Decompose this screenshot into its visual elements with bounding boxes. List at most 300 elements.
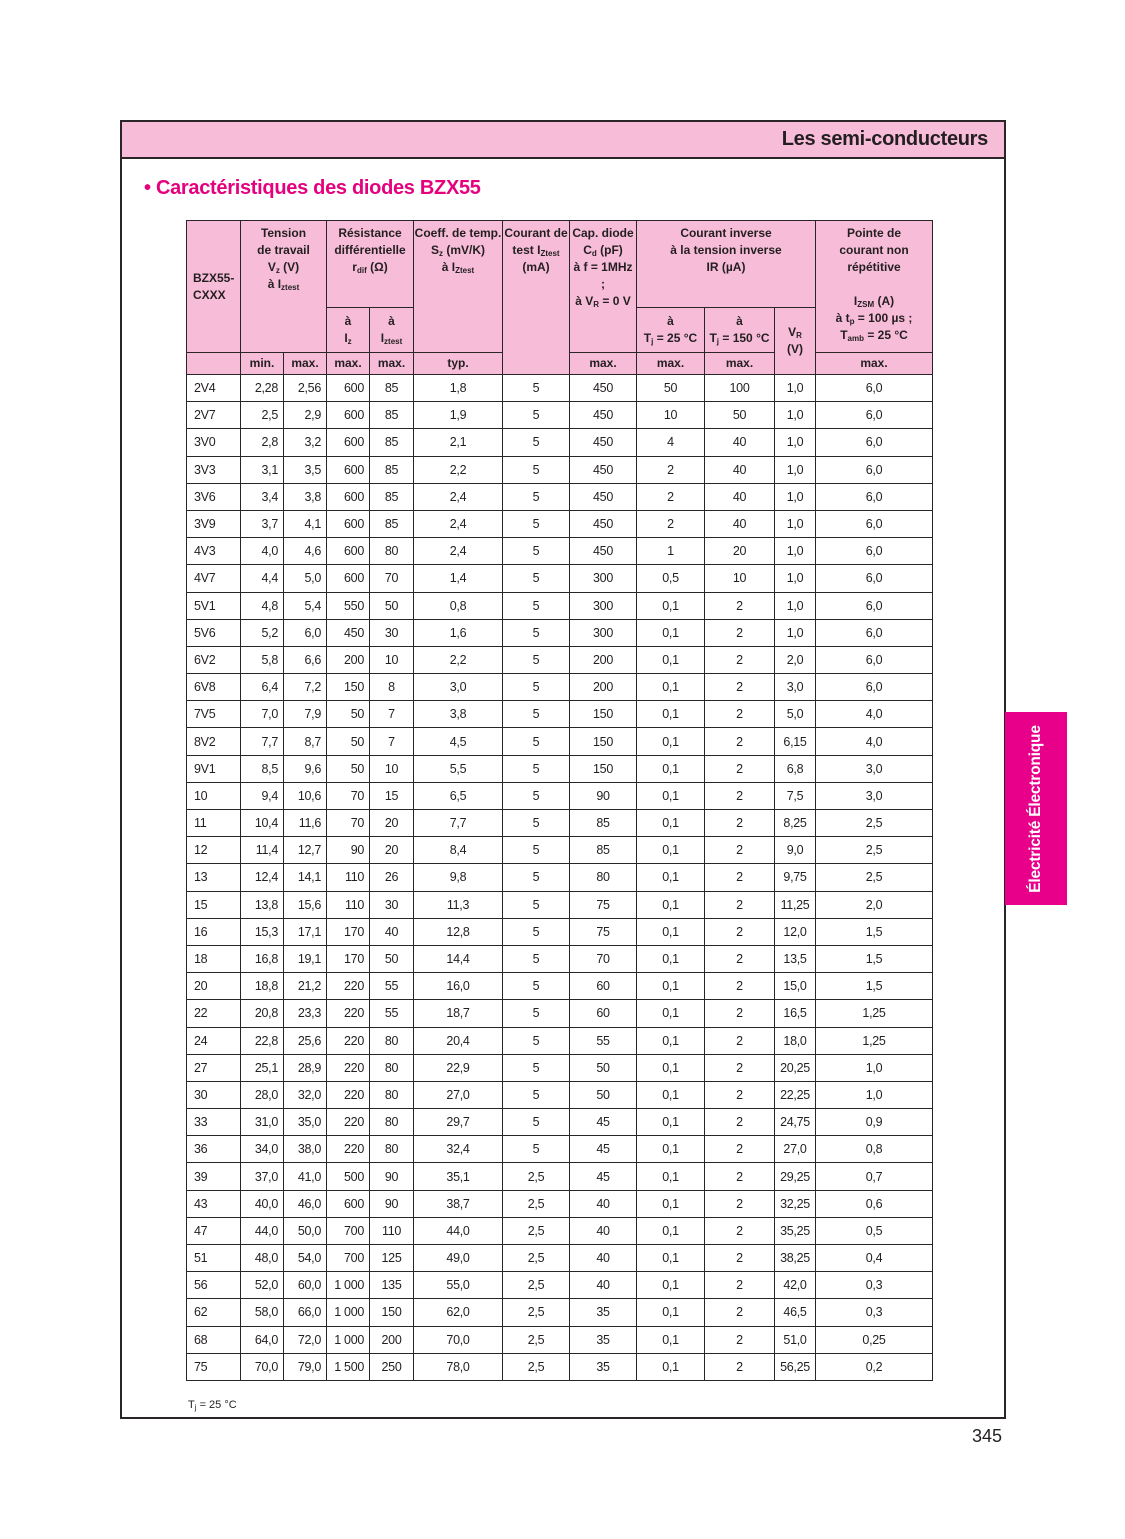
header-text: r <box>352 260 357 274</box>
cell-vr: 3,0 <box>775 674 816 701</box>
cell-sz-typ: 44,0 <box>414 1217 503 1244</box>
table-row <box>187 1000 933 1027</box>
cell-sz-typ: 14,4 <box>414 945 503 972</box>
header-text: (A) <box>874 294 895 308</box>
cell-vz-max: 19,1 <box>284 945 327 972</box>
cell-rdif-iz: 220 <box>327 1027 370 1054</box>
cell-rdif-iz: 600 <box>327 510 370 537</box>
cell-type: 12 <box>187 837 241 864</box>
header-text <box>241 259 326 276</box>
header-text <box>503 242 569 259</box>
cell-cd: 90 <box>570 782 637 809</box>
cell-iztest: 5 <box>503 1054 570 1081</box>
cell-vz-min: 34,0 <box>241 1136 284 1163</box>
cell-ir-150c: 40 <box>705 510 775 537</box>
header-text: I <box>344 331 348 345</box>
header-sub: z <box>275 266 280 275</box>
cell-vz-max: 28,9 <box>284 1054 327 1081</box>
cell-ir-150c: 2 <box>705 810 775 837</box>
cell-izsm: 1,5 <box>816 973 933 1000</box>
cell-iztest: 5 <box>503 1027 570 1054</box>
cell-rdif-iztest: 20 <box>370 837 414 864</box>
cell-vz-max: 5,0 <box>284 565 327 592</box>
cell-iztest: 5 <box>503 565 570 592</box>
header-resistance <box>327 221 414 308</box>
cell-iztest: 5 <box>503 510 570 537</box>
header-text: T <box>709 331 717 345</box>
cell-sz-typ: 38,7 <box>414 1190 503 1217</box>
cell-rdif-iz: 50 <box>327 755 370 782</box>
cell-vz-min: 3,7 <box>241 510 284 537</box>
cell-ir-25c: 1 <box>637 538 705 565</box>
header-res-iztest <box>370 308 414 353</box>
cell-ir-150c: 2 <box>705 1326 775 1353</box>
cell-vz-min: 31,0 <box>241 1109 284 1136</box>
cell-iztest: 5 <box>503 837 570 864</box>
cell-izsm: 0,2 <box>816 1353 933 1380</box>
header-text: Pointe de <box>846 226 901 240</box>
table-row <box>187 864 933 891</box>
side-tab-label: Électricité Électronique <box>1027 724 1044 893</box>
cell-sz-typ: 55,0 <box>414 1272 503 1299</box>
header-unit: max. <box>570 353 637 375</box>
cell-vz-max: 5,4 <box>284 592 327 619</box>
cell-ir-25c: 0,1 <box>637 1326 705 1353</box>
cell-vz-max: 46,0 <box>284 1190 327 1217</box>
cell-vr: 1,0 <box>775 429 816 456</box>
cell-ir-150c: 2 <box>705 1000 775 1027</box>
header-unit: max. <box>637 353 705 375</box>
cell-cd: 200 <box>570 646 637 673</box>
cell-type: 22 <box>187 1000 241 1027</box>
table-row <box>187 701 933 728</box>
header-text <box>816 310 932 327</box>
cell-rdif-iz: 220 <box>327 1081 370 1108</box>
cell-rdif-iz: 600 <box>327 565 370 592</box>
cell-iztest: 5 <box>503 592 570 619</box>
cell-sz-typ: 1,9 <box>414 402 503 429</box>
header-text: Résistance <box>338 226 402 240</box>
header-courant-inverse <box>637 221 816 308</box>
cell-vr: 15,0 <box>775 973 816 1000</box>
cell-vz-min: 9,4 <box>241 782 284 809</box>
table-row <box>187 1190 933 1217</box>
cell-type: 68 <box>187 1326 241 1353</box>
cell-vz-max: 2,9 <box>284 402 327 429</box>
cell-iztest: 5 <box>503 456 570 483</box>
page-frame <box>120 120 1006 1419</box>
cell-sz-typ: 2,4 <box>414 538 503 565</box>
header-text <box>414 259 502 276</box>
cell-ir-25c: 0,1 <box>637 1190 705 1217</box>
cell-sz-typ: 11,3 <box>414 891 503 918</box>
header-courant-test <box>503 221 570 375</box>
cell-iztest: 5 <box>503 755 570 782</box>
cell-ir-150c: 2 <box>705 1027 775 1054</box>
chapter-header-band <box>122 122 1004 159</box>
cell-iztest: 5 <box>503 1136 570 1163</box>
cell-rdif-iztest: 250 <box>370 1353 414 1380</box>
cell-rdif-iztest: 80 <box>370 1081 414 1108</box>
header-pointe-courant <box>816 221 933 353</box>
cell-rdif-iztest: 70 <box>370 565 414 592</box>
header-text <box>816 293 932 310</box>
cell-ir-150c: 2 <box>705 619 775 646</box>
table-row <box>187 973 933 1000</box>
cell-ir-150c: 2 <box>705 1109 775 1136</box>
table-row <box>187 1163 933 1190</box>
cell-ir-150c: 20 <box>705 538 775 565</box>
cell-vr: 1,0 <box>775 565 816 592</box>
cell-type: 3V9 <box>187 510 241 537</box>
header-text: à f = 1MHz ; <box>573 260 633 291</box>
cell-cd: 50 <box>570 1081 637 1108</box>
cell-vz-max: 7,9 <box>284 701 327 728</box>
cell-rdif-iz: 600 <box>327 456 370 483</box>
cell-rdif-iztest: 40 <box>370 918 414 945</box>
cell-cd: 45 <box>570 1136 637 1163</box>
cell-sz-typ: 5,5 <box>414 755 503 782</box>
cell-ir-25c: 0,1 <box>637 1299 705 1326</box>
cell-type: 3V3 <box>187 456 241 483</box>
cell-vr: 12,0 <box>775 918 816 945</box>
cell-ir-25c: 0,1 <box>637 619 705 646</box>
header-coeff-temp <box>414 221 503 353</box>
cell-ir-150c: 2 <box>705 1081 775 1108</box>
table-row <box>187 483 933 510</box>
cell-type: 5V1 <box>187 592 241 619</box>
cell-rdif-iztest: 30 <box>370 891 414 918</box>
cell-ir-25c: 2 <box>637 483 705 510</box>
cell-ir-150c: 40 <box>705 429 775 456</box>
cell-rdif-iztest: 26 <box>370 864 414 891</box>
cell-rdif-iztest: 85 <box>370 375 414 402</box>
cell-type: 47 <box>187 1217 241 1244</box>
cell-ir-150c: 2 <box>705 1190 775 1217</box>
cell-ir-150c: 2 <box>705 1272 775 1299</box>
header-sub: j <box>651 337 654 346</box>
cell-ir-25c: 4 <box>637 429 705 456</box>
cell-izsm: 1,0 <box>816 1054 933 1081</box>
header-text: T <box>643 331 652 345</box>
cell-vz-min: 8,5 <box>241 755 284 782</box>
cell-vz-max: 3,5 <box>284 456 327 483</box>
header-text: V <box>267 260 276 274</box>
cell-vz-max: 12,7 <box>284 837 327 864</box>
cell-cd: 35 <box>570 1326 637 1353</box>
cell-vz-max: 32,0 <box>284 1081 327 1108</box>
cell-sz-typ: 1,8 <box>414 375 503 402</box>
cell-rdif-iz: 600 <box>327 375 370 402</box>
cell-rdif-iztest: 15 <box>370 782 414 809</box>
cell-cd: 450 <box>570 456 637 483</box>
table-row <box>187 782 933 809</box>
cell-cd: 450 <box>570 510 637 537</box>
cell-cd: 300 <box>570 592 637 619</box>
cell-rdif-iztest: 85 <box>370 402 414 429</box>
table-row <box>187 1245 933 1272</box>
cell-izsm: 6,0 <box>816 456 933 483</box>
header-sub: ztest <box>384 337 403 346</box>
table-row <box>187 1299 933 1326</box>
cell-ir-25c: 0,1 <box>637 592 705 619</box>
cell-vz-max: 4,1 <box>284 510 327 537</box>
header-text: = 150 °C <box>719 331 770 345</box>
cell-rdif-iz: 110 <box>327 891 370 918</box>
header-text: à <box>388 314 395 328</box>
header-sub: j <box>716 337 720 346</box>
cell-cd: 55 <box>570 1027 637 1054</box>
cell-cd: 60 <box>570 973 637 1000</box>
header-text: (Ω) <box>366 260 388 274</box>
cell-rdif-iztest: 80 <box>370 1027 414 1054</box>
cell-rdif-iz: 1 500 <box>327 1353 370 1380</box>
cell-ir-25c: 50 <box>637 375 705 402</box>
header-sub: amb <box>847 334 864 343</box>
cell-rdif-iz: 200 <box>327 646 370 673</box>
cell-rdif-iz: 1 000 <box>327 1272 370 1299</box>
cell-vr: 29,25 <box>775 1163 816 1190</box>
cell-ir-25c: 0,5 <box>637 565 705 592</box>
table-body <box>187 375 933 1381</box>
cell-iztest: 5 <box>503 864 570 891</box>
cell-rdif-iztest: 110 <box>370 1217 414 1244</box>
header-text: à la tension inverse <box>670 243 782 257</box>
header-text: à <box>667 314 674 328</box>
cell-sz-typ: 62,0 <box>414 1299 503 1326</box>
header-text <box>370 330 413 347</box>
cell-ir-150c: 2 <box>705 918 775 945</box>
cell-rdif-iz: 170 <box>327 945 370 972</box>
cell-izsm: 6,0 <box>816 510 933 537</box>
cell-vr: 8,25 <box>775 810 816 837</box>
cell-iztest: 5 <box>503 782 570 809</box>
cell-ir-150c: 10 <box>705 565 775 592</box>
header-text <box>570 242 636 259</box>
cell-iztest: 5 <box>503 646 570 673</box>
cell-vr: 1,0 <box>775 619 816 646</box>
cell-cd: 35 <box>570 1353 637 1380</box>
cell-cd: 35 <box>570 1299 637 1326</box>
cell-vr: 35,25 <box>775 1217 816 1244</box>
cell-sz-typ: 18,7 <box>414 1000 503 1027</box>
cell-type: 4V7 <box>187 565 241 592</box>
cell-ir-25c: 0,1 <box>637 1000 705 1027</box>
cell-vz-max: 66,0 <box>284 1299 327 1326</box>
cell-iztest: 5 <box>503 810 570 837</box>
cell-izsm: 2,5 <box>816 837 933 864</box>
cell-rdif-iz: 90 <box>327 837 370 864</box>
header-sub: z <box>439 249 443 258</box>
cell-vr: 11,25 <box>775 891 816 918</box>
cell-vz-min: 20,8 <box>241 1000 284 1027</box>
table-row <box>187 429 933 456</box>
footnote-text: T <box>188 1399 195 1411</box>
cell-sz-typ: 1,4 <box>414 565 503 592</box>
cell-rdif-iztest: 80 <box>370 1054 414 1081</box>
cell-rdif-iztest: 150 <box>370 1299 414 1326</box>
cell-vr: 1,0 <box>775 538 816 565</box>
header-text: = 25 °C <box>863 328 908 342</box>
table-row <box>187 674 933 701</box>
header-text: = 25 °C <box>653 331 698 345</box>
cell-ir-25c: 0,1 <box>637 674 705 701</box>
cell-cd: 80 <box>570 864 637 891</box>
cell-ir-25c: 0,1 <box>637 1027 705 1054</box>
page-number: 345 <box>972 1426 1003 1446</box>
table-row <box>187 1054 933 1081</box>
cell-sz-typ: 32,4 <box>414 1136 503 1163</box>
cell-sz-typ: 12,8 <box>414 918 503 945</box>
cell-vz-min: 12,4 <box>241 864 284 891</box>
cell-vz-max: 38,0 <box>284 1136 327 1163</box>
cell-vr: 20,25 <box>775 1054 816 1081</box>
cell-iztest: 2,5 <box>503 1272 570 1299</box>
cell-vz-min: 5,8 <box>241 646 284 673</box>
cell-sz-typ: 27,0 <box>414 1081 503 1108</box>
cell-iztest: 5 <box>503 483 570 510</box>
cell-ir-150c: 2 <box>705 646 775 673</box>
cell-ir-150c: 2 <box>705 1217 775 1244</box>
table-header <box>187 221 933 375</box>
cell-iztest: 2,5 <box>503 1217 570 1244</box>
cell-vr: 18,0 <box>775 1027 816 1054</box>
cell-vr: 5,0 <box>775 701 816 728</box>
cell-izsm: 4,0 <box>816 701 933 728</box>
cell-izsm: 0,8 <box>816 1136 933 1163</box>
cell-vz-min: 15,3 <box>241 918 284 945</box>
cell-sz-typ: 70,0 <box>414 1326 503 1353</box>
cell-vz-max: 25,6 <box>284 1027 327 1054</box>
cell-vz-min: 22,8 <box>241 1027 284 1054</box>
header-text <box>414 242 502 259</box>
header-text: répétitive <box>847 260 901 274</box>
cell-vz-min: 52,0 <box>241 1272 284 1299</box>
cell-iztest: 2,5 <box>503 1326 570 1353</box>
cell-rdif-iztest: 85 <box>370 429 414 456</box>
cell-rdif-iz: 700 <box>327 1245 370 1272</box>
chapter-title: Les semi-conducteurs <box>781 128 988 150</box>
header-text: (mA) <box>522 260 550 274</box>
cell-izsm: 4,0 <box>816 728 933 755</box>
cell-ir-150c: 40 <box>705 483 775 510</box>
cell-vz-min: 11,4 <box>241 837 284 864</box>
cell-vz-max: 3,2 <box>284 429 327 456</box>
cell-vz-max: 10,6 <box>284 782 327 809</box>
cell-vz-min: 13,8 <box>241 891 284 918</box>
cell-type: 5V6 <box>187 619 241 646</box>
cell-rdif-iz: 70 <box>327 782 370 809</box>
cell-vz-min: 6,4 <box>241 674 284 701</box>
table-row <box>187 456 933 483</box>
cell-iztest: 5 <box>503 402 570 429</box>
cell-type: 8V2 <box>187 728 241 755</box>
cell-vr: 6,8 <box>775 755 816 782</box>
cell-type: 11 <box>187 810 241 837</box>
cell-iztest: 2,5 <box>503 1163 570 1190</box>
cell-rdif-iztest: 30 <box>370 619 414 646</box>
cell-cd: 200 <box>570 674 637 701</box>
header-text: = 0 V <box>599 294 631 308</box>
header-unit: max. <box>705 353 775 375</box>
cell-cd: 40 <box>570 1245 637 1272</box>
header-unit: max. <box>327 353 370 375</box>
cell-rdif-iz: 50 <box>327 701 370 728</box>
header-text <box>327 259 413 276</box>
cell-vz-min: 2,5 <box>241 402 284 429</box>
cell-rdif-iz: 220 <box>327 1109 370 1136</box>
cell-iztest: 5 <box>503 701 570 728</box>
cell-iztest: 5 <box>503 429 570 456</box>
header-text: T <box>840 328 848 342</box>
cell-izsm: 3,0 <box>816 782 933 809</box>
header-text: V <box>788 325 797 339</box>
header-text: Coeff. de temp. <box>414 226 502 240</box>
table-row <box>187 375 933 402</box>
header-text <box>241 276 326 293</box>
cell-cd: 150 <box>570 701 637 728</box>
cell-ir-25c: 0,1 <box>637 837 705 864</box>
cell-izsm: 0,3 <box>816 1272 933 1299</box>
cell-izsm: 6,0 <box>816 429 933 456</box>
cell-vz-min: 58,0 <box>241 1299 284 1326</box>
cell-rdif-iztest: 85 <box>370 483 414 510</box>
cell-ir-150c: 2 <box>705 592 775 619</box>
cell-type: 56 <box>187 1272 241 1299</box>
table-row <box>187 1326 933 1353</box>
cell-ir-150c: 2 <box>705 674 775 701</box>
cell-sz-typ: 20,4 <box>414 1027 503 1054</box>
cell-sz-typ: 2,2 <box>414 646 503 673</box>
footnote-text: = 25 °C <box>196 1399 237 1411</box>
cell-vz-min: 2,28 <box>241 375 284 402</box>
table-row <box>187 619 933 646</box>
cell-ir-25c: 0,1 <box>637 1081 705 1108</box>
cell-cd: 60 <box>570 1000 637 1027</box>
cell-cd: 450 <box>570 429 637 456</box>
cell-rdif-iztest: 50 <box>370 945 414 972</box>
cell-sz-typ: 6,5 <box>414 782 503 809</box>
header-text: à t <box>835 311 850 325</box>
cell-vz-min: 64,0 <box>241 1326 284 1353</box>
cell-vr: 56,25 <box>775 1353 816 1380</box>
cell-izsm: 0,4 <box>816 1245 933 1272</box>
bzx55-characteristics-table <box>186 220 933 1381</box>
table-row <box>187 755 933 782</box>
cell-rdif-iz: 220 <box>327 973 370 1000</box>
cell-type: 4V3 <box>187 538 241 565</box>
cell-ir-150c: 2 <box>705 945 775 972</box>
cell-rdif-iztest: 8 <box>370 674 414 701</box>
cell-rdif-iztest: 7 <box>370 701 414 728</box>
cell-sz-typ: 2,1 <box>414 429 503 456</box>
cell-vz-max: 7,2 <box>284 674 327 701</box>
cell-vr: 51,0 <box>775 1326 816 1353</box>
cell-rdif-iz: 600 <box>327 483 370 510</box>
header-text: (mV/K) <box>443 243 485 257</box>
cell-vz-min: 5,2 <box>241 619 284 646</box>
cell-vr: 1,0 <box>775 375 816 402</box>
cell-rdif-iztest: 20 <box>370 810 414 837</box>
cell-ir-25c: 10 <box>637 402 705 429</box>
cell-iztest: 5 <box>503 375 570 402</box>
cell-vz-max: 14,1 <box>284 864 327 891</box>
cell-vz-min: 2,8 <box>241 429 284 456</box>
cell-vr: 9,0 <box>775 837 816 864</box>
header-text: I <box>380 331 385 345</box>
header-text: à V <box>575 294 594 308</box>
cell-izsm: 6,0 <box>816 674 933 701</box>
